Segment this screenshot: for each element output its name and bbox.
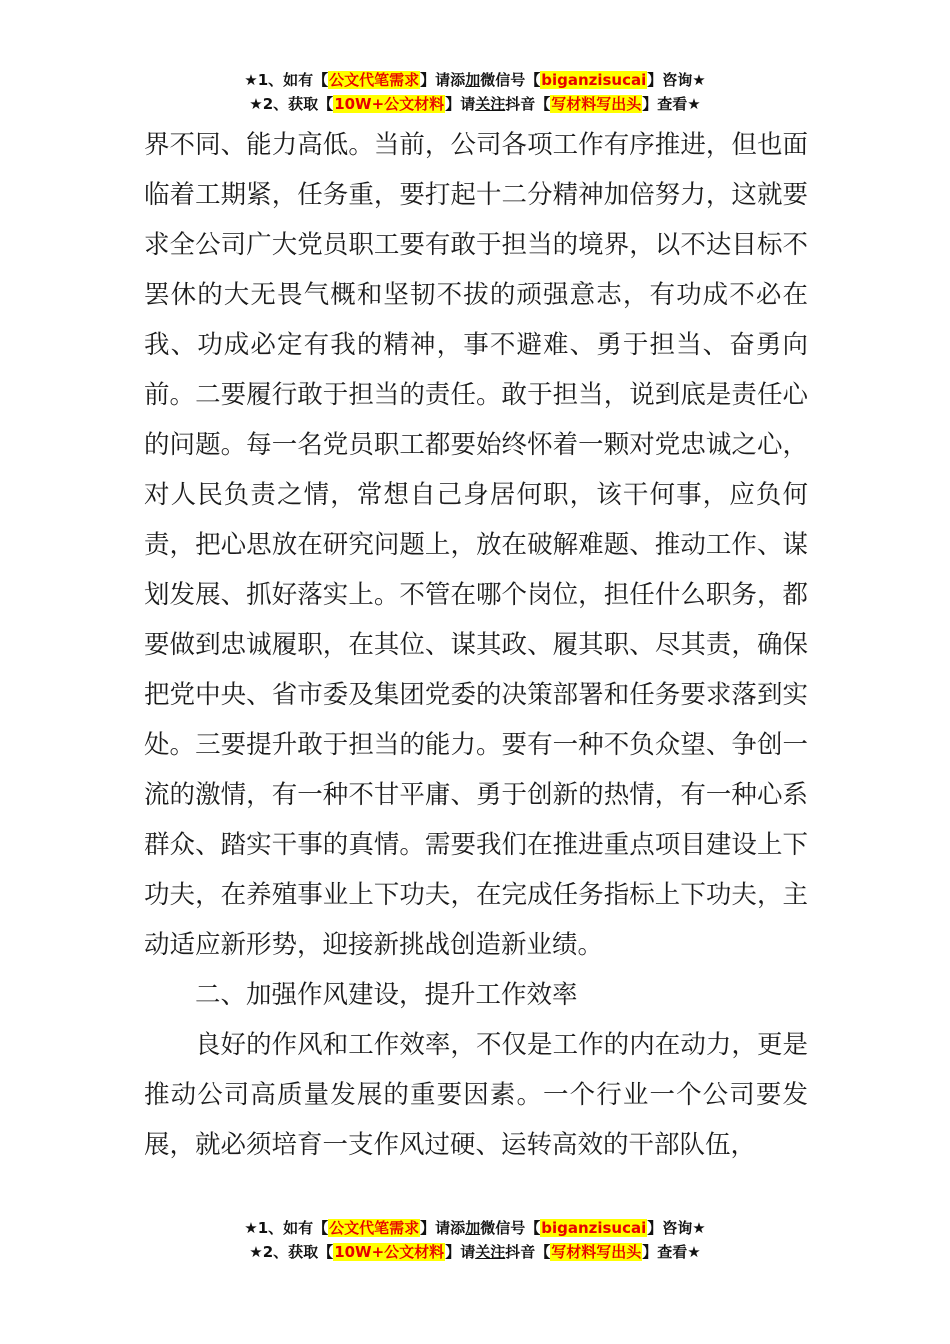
section-heading: 二、加强作风建设，提升工作效率 xyxy=(195,980,578,1010)
banner-highlight: 写材料写出头 xyxy=(551,95,642,113)
banner-highlight: biganzisucai xyxy=(541,71,647,89)
banner-highlight: 写材料写出头 xyxy=(551,1243,642,1261)
body-paragraph-continued: 界不同、能力高低。当前，公司各项工作有序推进，但也面临着工期紧，任务重，要打起十二分精神加倍努力，这就要求全公司广大党员职工要有敢于担当的境界，以不达目标不罢休的大无畏气概和坚韧不拔的顽强意志，有功成不必在我、功成必定有我的精神，事不避难、勇于担当、奋勇向前。二要履行敢于担当的责任。敢于担当，说到底是责任心的问题。每一名党员职工都要始终怀着一颗对党忠诚之心，对人民负责之情，常想自己身居何职，该干何事，应负何责，把心思放在研究问题上，放在破解难题、推动工作、谋划发展、抓好落实上。不管在哪个岗位，担任什么职务，都要做到忠诚履职，在其位、谋其政、履其职、尽其责，确保把党中央、省市委及集团党委的决策部署和任务要求落到实处。三要提升敢于担当的能力。要有一种不负众望、争创一流的激情，有一种不甘平庸、勇于创新的热情，有一种心系群众、踏实干事的真情。需要我们在推进重点项目建设上下功夫，在养殖事业上下功夫，在完成任务指标上下功夫，主动适应新形势，迎接新挑战创造新业绩。 xyxy=(144,130,808,960)
banner-highlight: 10W+公文材料 xyxy=(334,1243,445,1261)
banner-line-2: ★2、获取【10W+公文材料】请关注抖音【写材料写出头】查看★ xyxy=(249,1243,701,1261)
banner-highlight: 公文代笔需求 xyxy=(329,1219,420,1237)
banner-highlight: 公文代笔需求 xyxy=(329,71,420,89)
body-paragraph: 良好的作风和工作效率，不仅是工作的内在动力，更是推动公司高质量发展的重要因素。一个行业一个公司要发展，就必须培育一支作风过硬、运转高效的干部队伍， xyxy=(144,1030,808,1160)
banner-highlight: biganzisucai xyxy=(541,1219,647,1237)
header-banner xyxy=(0,68,950,116)
document-body xyxy=(144,120,808,1170)
footer-banner xyxy=(0,1216,950,1264)
banner-line-1: ★1、如有【公文代笔需求】请添加微信号【biganzisucai】咨询★ xyxy=(244,1219,706,1237)
banner-line-1: ★1、如有【公文代笔需求】请添加微信号【biganzisucai】咨询★ xyxy=(244,71,706,89)
banner-line-2: ★2、获取【10W+公文材料】请关注抖音【写材料写出头】查看★ xyxy=(249,95,701,113)
banner-highlight: 10W+公文材料 xyxy=(334,95,445,113)
